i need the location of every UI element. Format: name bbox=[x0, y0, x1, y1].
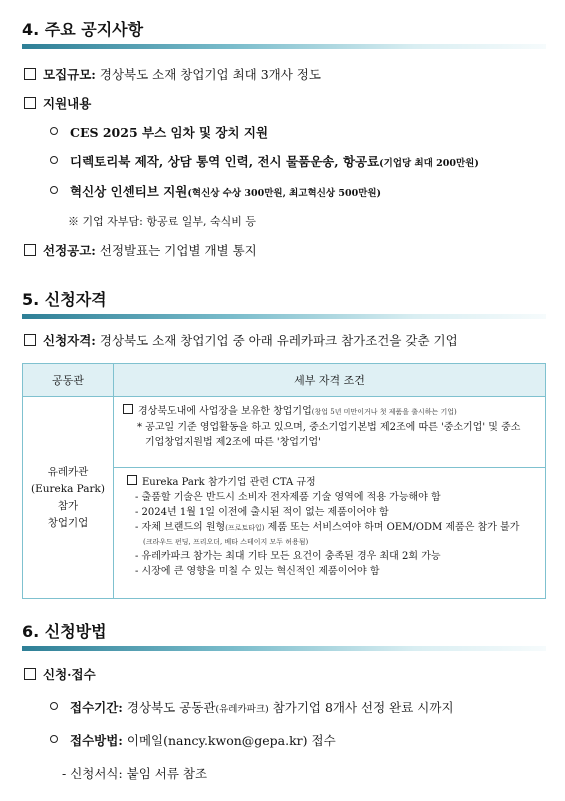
circle-bullet-icon bbox=[50, 702, 58, 710]
condition-detail: 제품 또는 서비스여야 하며 OEM/ODM 제품은 참가 불가 bbox=[264, 522, 520, 533]
condition-detail: - 시장에 큰 영향을 미칠 수 있는 혁신적인 제품이어야 함 bbox=[135, 566, 380, 577]
square-bullet-icon bbox=[123, 404, 133, 414]
condition-cell-location bbox=[114, 397, 546, 468]
table-header-row bbox=[23, 364, 546, 397]
square-bullet-icon bbox=[127, 475, 137, 485]
item-label: 지원내용 bbox=[43, 96, 92, 111]
section-5-header bbox=[22, 290, 546, 319]
self-burden-note: ※ 기업 자부담: 항공료 일부, 숙식비 등 bbox=[68, 215, 256, 228]
circle-bullet-icon bbox=[50, 156, 58, 164]
item-text: CES 2025 부스 임차 및 장치 지원 bbox=[70, 125, 269, 140]
item-text: 이메일(nancy.kwon@gepa.kr) 접수 bbox=[122, 733, 336, 748]
section-divider bbox=[22, 314, 546, 319]
application-method-item bbox=[50, 733, 336, 749]
condition-note: (창업 5년 미만이거나 첫 제품을 출시하는 기업) bbox=[311, 408, 457, 416]
item-label: 신청·접수 bbox=[43, 667, 96, 682]
support-item-logistics bbox=[50, 154, 479, 172]
application-period-item bbox=[50, 700, 454, 718]
pavilion-cell bbox=[23, 397, 114, 599]
condition-text: 경상북도내에 사업장을 보유한 창업기업 bbox=[138, 406, 312, 417]
item-note: (혁신상 수상 300만원, 최고혁신상 500만원) bbox=[187, 188, 382, 199]
support-content-item bbox=[24, 96, 91, 112]
section-divider bbox=[22, 646, 546, 651]
circle-bullet-icon bbox=[50, 735, 58, 743]
circle-bullet-icon bbox=[50, 186, 58, 194]
condition-note: (프로토타입) bbox=[225, 524, 265, 532]
pavilion-name: 유레카관 bbox=[47, 465, 89, 478]
item-text: 경상북도 소재 창업기업 중 아래 유레카파크 참가조건을 갖춘 기업 bbox=[95, 333, 458, 348]
qualification-item bbox=[24, 333, 458, 349]
item-note: (유레카파크) bbox=[215, 704, 269, 715]
section-4-header bbox=[22, 20, 546, 49]
condition-cell-cta bbox=[114, 468, 546, 599]
condition-text: Eureka Park 참가기업 관련 CTA 규정 bbox=[142, 477, 316, 488]
square-bullet-icon bbox=[24, 68, 36, 80]
table-row bbox=[23, 397, 546, 468]
condition-detail: * 공고일 기준 영업활동을 하고 있으며, 중소기업기본법 제2조에 따른 '중소기업' 및 중소 bbox=[137, 422, 521, 433]
header-conditions: 세부 자격 조건 bbox=[114, 364, 546, 397]
pavilion-label: 참가 bbox=[57, 499, 79, 512]
item-label: 접수방법: bbox=[70, 733, 123, 748]
pavilion-name-en: (Eureka Park) bbox=[30, 482, 106, 495]
item-text: 디렉토리북 제작, 상담 통역 인력, 전시 물품운송, 항공료 bbox=[70, 154, 380, 169]
item-note: (기업당 최대 200만원) bbox=[379, 158, 479, 169]
application-form-note: - 신청서식: 붙임 서류 참조 bbox=[62, 766, 208, 781]
recruit-scale-item bbox=[24, 67, 321, 83]
circle-bullet-icon bbox=[50, 127, 58, 135]
item-text: 선정발표는 기업별 개별 통지 bbox=[95, 243, 257, 258]
square-bullet-icon bbox=[24, 668, 36, 680]
section-6-title: 6. 신청방법 bbox=[22, 622, 107, 641]
condition-detail: - 출품할 기술은 반드시 소비자 전자제품 기술 영역에 적용 가능해야 함 bbox=[135, 492, 441, 503]
section-6-header bbox=[22, 622, 546, 651]
support-item-incentive bbox=[50, 184, 381, 202]
item-label: 모집규모: bbox=[43, 67, 96, 82]
square-bullet-icon bbox=[24, 334, 36, 346]
condition-detail: - 유레카파크 참가는 최대 기타 모든 요건이 충족된 경우 최대 2회 가능 bbox=[135, 551, 441, 562]
section-divider bbox=[22, 44, 546, 49]
support-item-booth bbox=[50, 125, 268, 141]
item-label: 선정공고: bbox=[43, 243, 96, 258]
qualification-table bbox=[22, 363, 546, 599]
condition-detail: - 자체 브랜드의 원형 bbox=[135, 522, 226, 533]
selection-notice-item bbox=[24, 243, 257, 259]
square-bullet-icon bbox=[24, 244, 36, 256]
condition-detail: - 2024년 1월 1일 이전에 출시된 적이 없는 제품이어야 함 bbox=[135, 507, 389, 518]
item-text: 혁신상 인센티브 지원 bbox=[70, 184, 188, 199]
item-label: 신청자격: bbox=[43, 333, 96, 348]
item-text: 경상북도 소재 창업기업 최대 3개사 정도 bbox=[95, 67, 321, 82]
item-text: 경상북도 공동관 bbox=[122, 700, 216, 715]
application-item bbox=[24, 667, 96, 683]
header-pavilion: 공동관 bbox=[23, 364, 114, 397]
condition-note: (크라우드 펀딩, 프리오더, 베타 스테이지 모두 허용됨) bbox=[143, 538, 309, 546]
section-4-title: 4. 주요 공지사항 bbox=[22, 20, 144, 39]
condition-detail: 기업창업지원법 제2조에 따른 '창업기업' bbox=[145, 437, 321, 448]
square-bullet-icon bbox=[24, 97, 36, 109]
section-5-title: 5. 신청자격 bbox=[22, 290, 107, 309]
item-text: 참가기업 8개사 선정 완료 시까지 bbox=[268, 700, 454, 715]
pavilion-label: 창업기업 bbox=[47, 516, 89, 529]
item-label: 접수기간: bbox=[70, 700, 123, 715]
